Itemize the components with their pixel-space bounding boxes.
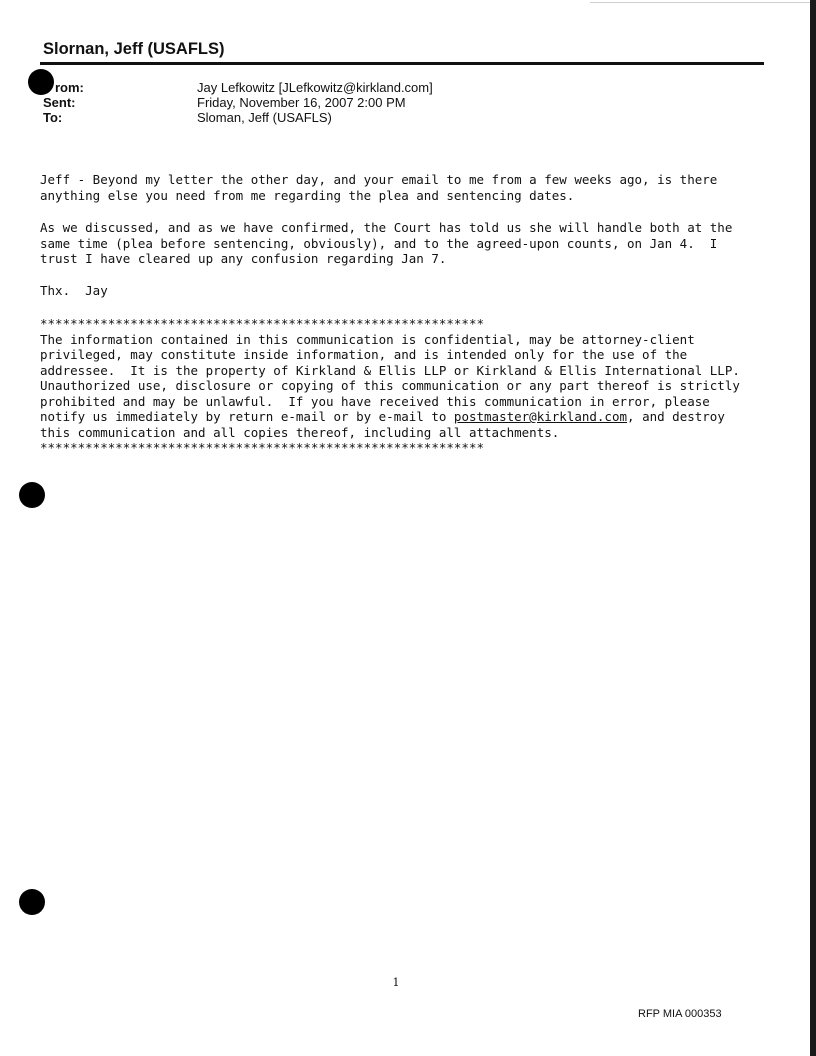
scan-edge-top <box>590 2 816 3</box>
postmaster-email-link[interactable]: postmaster@kirkland.com <box>453 409 628 424</box>
disclaimer-block <box>40 316 780 456</box>
from-value: Jay Lefkowitz [JLefkowitz@kirkland.com] <box>197 80 433 95</box>
punch-hole-top <box>28 69 54 95</box>
body-line: As we discussed, and as we have confirmed, the Court has told us she will handle both at the <box>40 220 733 235</box>
body-paragraph-1 <box>40 172 780 203</box>
punch-hole-bottom <box>19 889 45 915</box>
disclaimer-line: The information contained in this communication is confidential, may be attorney-client <box>40 331 695 347</box>
disclaimer-line: this communication and all copies thereof, including all attachments. <box>40 424 560 440</box>
notify-after: , and destroy <box>627 409 725 424</box>
disclaimer-notify-line <box>40 409 780 425</box>
disclaimer-stars-bottom: *********************************************************** <box>40 440 485 455</box>
page-number: 1 <box>392 976 400 989</box>
to-label: To: <box>43 110 63 125</box>
body-line: same time (plea before sentencing, obviously), and to the agreed-upon counts, on Jan 4. I <box>40 235 718 251</box>
from-label: rom: <box>55 80 84 95</box>
notify-before: notify us immediately by return e-mail or by e-mail to <box>40 409 454 424</box>
to-value: Sloman, Jeff (USAFLS) <box>197 110 332 125</box>
bates-number: RFP MIA 000353 <box>638 1008 722 1020</box>
punch-hole-middle <box>19 482 45 508</box>
disclaimer-stars-top: *********************************************************** <box>40 316 485 331</box>
disclaimer-line: prohibited and may be unlawful. If you have received this communication in error, please <box>40 393 710 409</box>
body-line: anything else you need from me regarding the plea and sentencing dates. <box>40 187 575 203</box>
body-line: Jeff - Beyond my letter the other day, and your email to me from a few weeks ago, is there <box>40 172 718 187</box>
disclaimer-line: addressee. It is the property of Kirkland & Ellis LLP or Kirkland & Ellis International LLP. <box>40 362 740 378</box>
disclaimer-line: privileged, may constitute inside information, and is intended only for the use of the <box>40 347 688 362</box>
body-line: trust I have cleared up any confusion regarding Jan 7. <box>40 251 447 266</box>
body-paragraph-2 <box>40 220 780 267</box>
disclaimer-line: Unauthorized use, disclosure or copying of this communication or any part thereof is strictly <box>40 378 740 393</box>
title-rule <box>40 62 764 65</box>
sent-label: Sent: <box>43 95 76 110</box>
signoff: Thx. Jay <box>40 283 108 298</box>
sent-value: Friday, November 16, 2007 2:00 PM <box>197 95 406 110</box>
scan-edge-right <box>810 0 816 1056</box>
mailbox-owner-title: Slornan, Jeff (USAFLS) <box>43 40 225 58</box>
